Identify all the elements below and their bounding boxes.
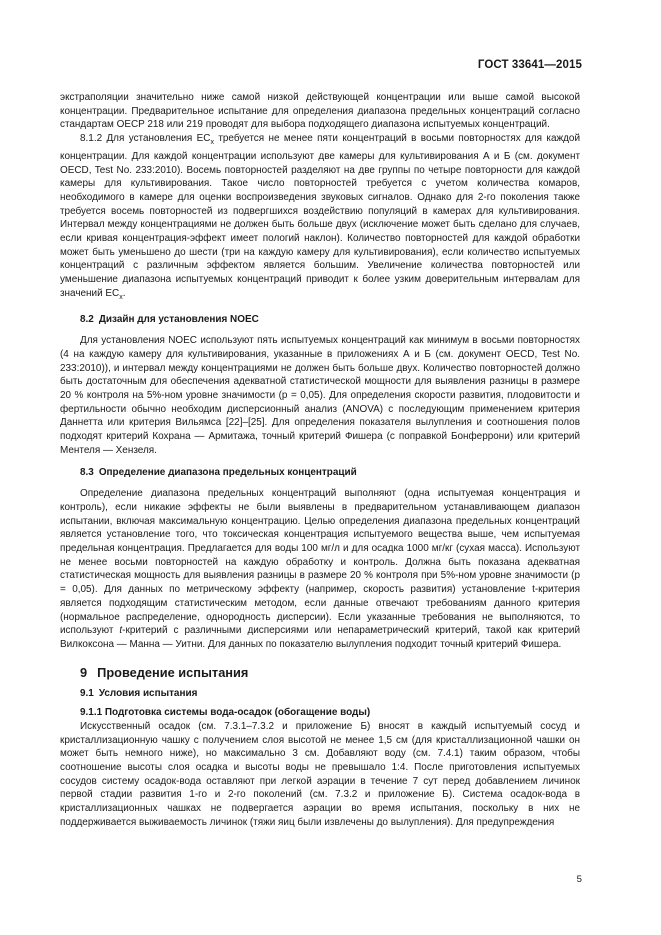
paragraph-9-1-1: Искусственный осадок (см. 7.3.1–7.3.2 и приложение Б) вносят в каждый испытуемый сосуд и кристаллизационную чашку с получением слоя высотой не менее 1,5 см (для кристаллизационной чашки он может быть немного ниже), но максимально 3 см. Добавляют воду (см. 7.4.1) таким образом, чтобы соотношение высоты слоя осадка и высоты воды не превышало 1:4. После приготовления испытуемых сосудов систему осадок-вода оставляют при легкой аэрации в течение 7 сут перед добавлением личинок первой стадии развития 1-го и 2-го поколений (см. 7.3.2 и приложение Б). Система осадок-вода в кристаллизационных чашках не подвергается аэрации во время испытания, поскольку в них не поддерживается выживаемость личинок (тяжи яиц были извлечены до вылупления). Для предупреждения (60, 720, 580, 828)
document-id: ГОСТ 33641—2015 (477, 59, 582, 71)
paragraph-continuation: экстраполяции значительно ниже самой низкой действующей концентрации или выше самой высокой концентрации. Предварительное испытание для определения диапазона предельных концентраций согласно стандартам OECP 218 или 219 проводят для выбора подходящего диапазона испытуемых концентраций. (60, 92, 580, 131)
paragraph-8-1-2: 8.1.2 Для установления $EC_x$ требуется не менее пяти концентраций в восьми повторностях для каждой концентрации. Для каждой концентрации используют две камеры для культивирования А и Б (см. документ OECD, Test No. 233:2010). Восемь повторностей разделяют на две группы по четыре повторности для каждой камеры для культивирования. Такое число повторностей требуется с учетом количества комаров, необходимого в камере для оценки воспроизведения звуковых сигналов. Однако для 2-го поколения также требуется восемь повторностей из подвергшихся воздействию популяций в камерах для культивирования. Интервал между концентрациями не должен быть больше двух (исключение может быть сделано для случаев, если кривая концентрация-эффект имеет пологий наклон). Количество повторностей для каждой обработки может быть уменьшено до шести (три на каждую камеру для культивирования), если количество испытуемых концентраций с различным эффектом является большим. Увеличение количества повторностей или уменьшение диапазона испытуемых концентраций приводит к более узким доверительным интервалам для значений $EC_x$. (60, 133, 580, 301)
subsection-heading-9-1-1: 9.1.1 Подготовка системы вода-осадок (обогащение воды) (80, 707, 371, 719)
page-number: 5 (576, 874, 582, 885)
chapter-heading-9: 9 Проведение испытания (80, 664, 249, 680)
document-body (60, 91, 580, 829)
section-heading-8-2: 8.2 Дизайн для установления NOEC (80, 313, 259, 325)
paragraph-8-3: Определение диапазона предельных концентраций выполняют (одна испытуемая концентрация и контроль), если никакие эффекты не были выявлены в предварительном устанавливающем диапазон испытании, включая максимальную концентрацию. Целью определения диапазона предельных концентраций является установление того, что токсическая концентрация испытуемого вещества выше, чем испытуемая предельная концентрация. Предлагается для воды 100 мг/л и для осадка 1000 мг/кг (сухая масса). Используют не менее восьми повторностей на каждую обработку и контроль. Должна быть показана адекватная статистическая мощность для выявления разницы в размере 20 % контроля при 5%-ном уровне значимости (р = 0,05). Для данных по метрическому эффекту (например, скорость развития) установление t-критерия является подходящим статистическим методом, если данные отвечают требованиям данного критерия (нормальное распределение, однородность дисперсии). Если указанные требования не выполняются, то используют t-критерий с различными дисперсиями или непараметрический критерий, такой как критерий Вилкоксона — Манна — Уитни. Для данных по показателю вылупления подходит точный критерий Фишера. (60, 488, 580, 650)
section-heading-9-1: 9.1 Условия испытания (80, 688, 198, 700)
section-heading-8-3: 8.3 Определение диапазона предельных концентраций (80, 466, 357, 478)
paragraph-8-2: Для установления NOEC используют пять испытуемых концентраций как минимум в восьми повторностях (4 на каждую камеру для культивирования, указанные в приложениях А и Б (см. документ OECD, Test No. 233:2010)), и интервал между концентрациями не должен быть больше двух. Количество повторностей должно быть достаточным для обеспечения адекватной статистической мощности для выявления разницы в размере 20 % контроля на 5%-ном уровне значимости (р = 0,05). Для определения скорости развития, плодовитости и фертильности обычно необходим дисперсионный анализ (ANOVA) с последующим применением критерия Даннетта или критерия Вильямса [22]–[25]. Для определения показателя вылупления и соотношения полов подходят критерий Кохрана — Армитажа, точный критерий Фишера (с поправкой Бонферрони) или критерий Ментеля — Хензеля. (60, 335, 580, 456)
